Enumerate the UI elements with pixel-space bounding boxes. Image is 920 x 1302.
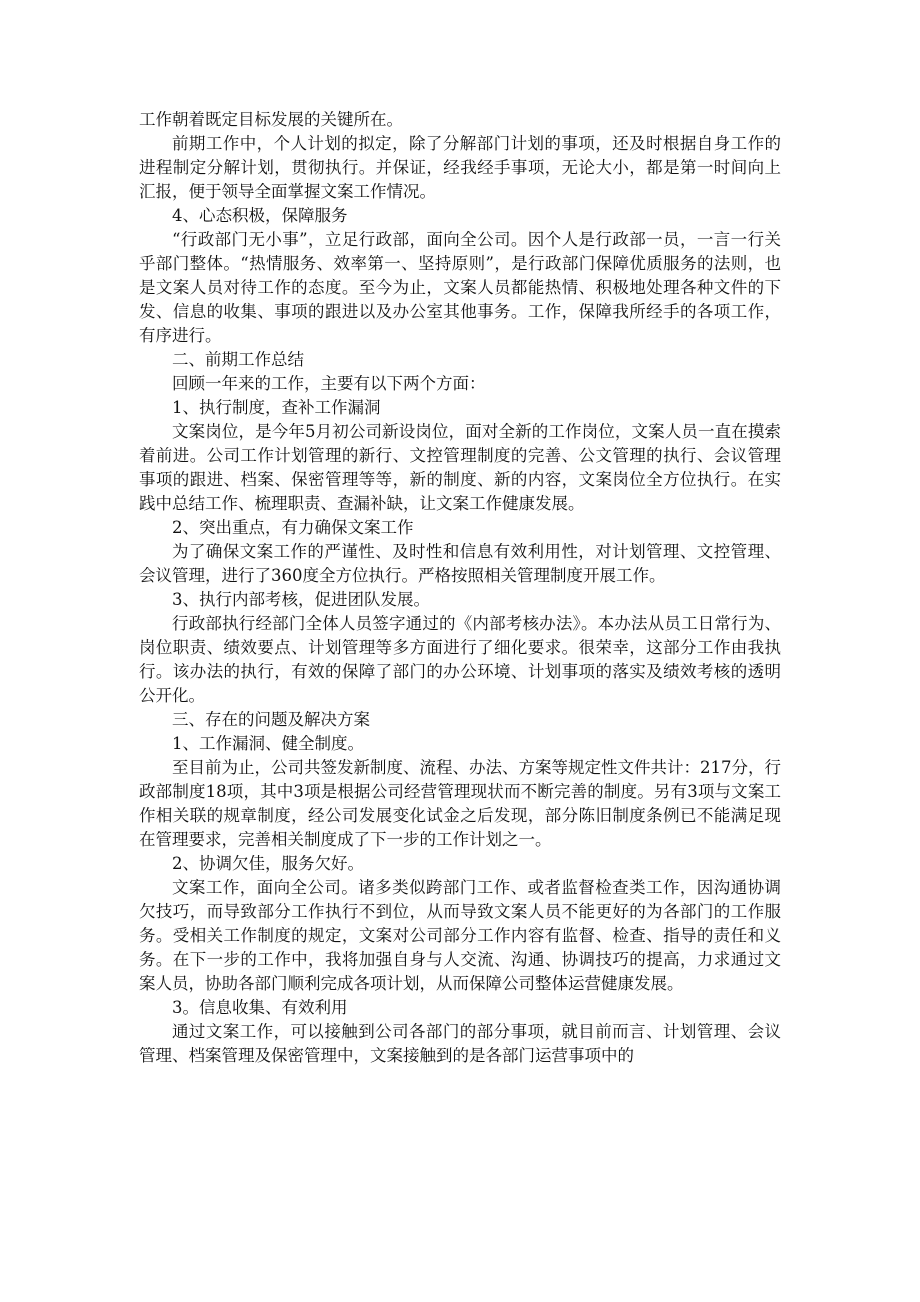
subheading: 1、执行制度，查补工作漏洞: [172, 398, 381, 417]
section-heading: 二、前期工作总结: [172, 350, 304, 369]
subheading: 2、协调欠佳，服务欠好。: [172, 854, 364, 873]
paragraph: 前期工作中，个人计划的拟定，除了分解部门计划的事项，还及时根据自身工作的进程制定分解计划，贯彻执行。并保证，经我经手事项，无论大小，都是第一时间向上汇报，便于领导全面掌握文案工作情况。: [139, 134, 781, 201]
subheading: 2、突出重点，有力确保文案工作: [172, 518, 414, 537]
paragraph: 文案工作，面向全公司。诸多类似跨部门工作、或者监督检查类工作，因沟通协调欠技巧，而导致部分工作执行不到位，从而导致文案人员不能更好的为各部门的工作服务。受相关工作制度的规定，文案对公司部分工作内容有监督、检查、指导的责任和义务。在下一步的工作中，我将加强自身与人交流、沟通、协调技巧的提高，力求通过文案人员，协助各部门顺利完成各项计划，从而保障公司整体运营健康发展。: [139, 878, 781, 993]
paragraph: 文案岗位，是今年5月初公司新设岗位，面对全新的工作岗位，文案人员一直在摸索着前进。公司工作计划管理的新行、文控管理制度的完善、公文管理的执行、会议管理事项的跟进、档案、保密管理等等，新的制度、新的内容，文案岗位全方位执行。在实践中总结工作、梳理职责、查漏补缺，让文案工作健康发展。: [139, 422, 781, 513]
paragraph: 通过文案工作，可以接触到公司各部门的部分事项，就目前而言、计划管理、会议管理、档案管理及保密管理中，文案接触到的是各部门运营事项中的: [139, 1022, 781, 1065]
document-body: [139, 108, 781, 1068]
subheading: 4、心态积极，保障服务: [172, 206, 348, 225]
paragraph: 行政部执行经部门全体人员签字通过的《内部考核办法》。本办法从员工日常行为、岗位职责、绩效要点、计划管理等多方面进行了细化要求。很荣幸，这部分工作由我执行。该办法的执行，有效的保障了部门的办公环境、计划事项的落实及绩效考核的透明公开化。: [139, 614, 781, 705]
paragraph: 为了确保文案工作的严谨性、及时性和信息有效利用性，对计划管理、文控管理、会议管理，进行了360度全方位执行。严格按照相关管理制度开展工作。: [139, 542, 781, 585]
subheading: 1、工作漏洞、健全制度。: [172, 734, 364, 753]
paragraph: “行政部门无小事”，立足行政部，面向全公司。因个人是行政部一员，一言一行关乎部门整体。“热情服务、效率第一、坚持原则”，是行政部门保障优质服务的法则，也是文案人员对待工作的态度。至今为止，文案人员都能热情、积极地处理各种文件的下发、信息的收集、事项的跟进以及办公室其他事务。工作，保障我所经手的各项工作，有序进行。: [139, 230, 781, 345]
section-heading: 三、存在的问题及解决方案: [172, 710, 370, 729]
paragraph: 回顾一年来的工作，主要有以下两个方面：: [172, 374, 486, 393]
paragraph-continuation: 工作朝着既定目标发展的关键所在。: [139, 110, 403, 129]
subheading: 3、执行内部考核，促进团队发展。: [172, 590, 430, 609]
paragraph: 至目前为止，公司共签发新制度、流程、办法、方案等规定性文件共计：217分，行政部制度18项，其中3项是根据公司经营管理现状而不断完善的制度。另有3项与文案工作相关联的规章制度，经公司发展变化试金之后发现，部分陈旧制度条例已不能满足现在管理要求，完善相关制度成了下一步的工作计划之一。: [139, 758, 781, 849]
subheading: 3。信息收集、有效利用: [172, 998, 348, 1017]
